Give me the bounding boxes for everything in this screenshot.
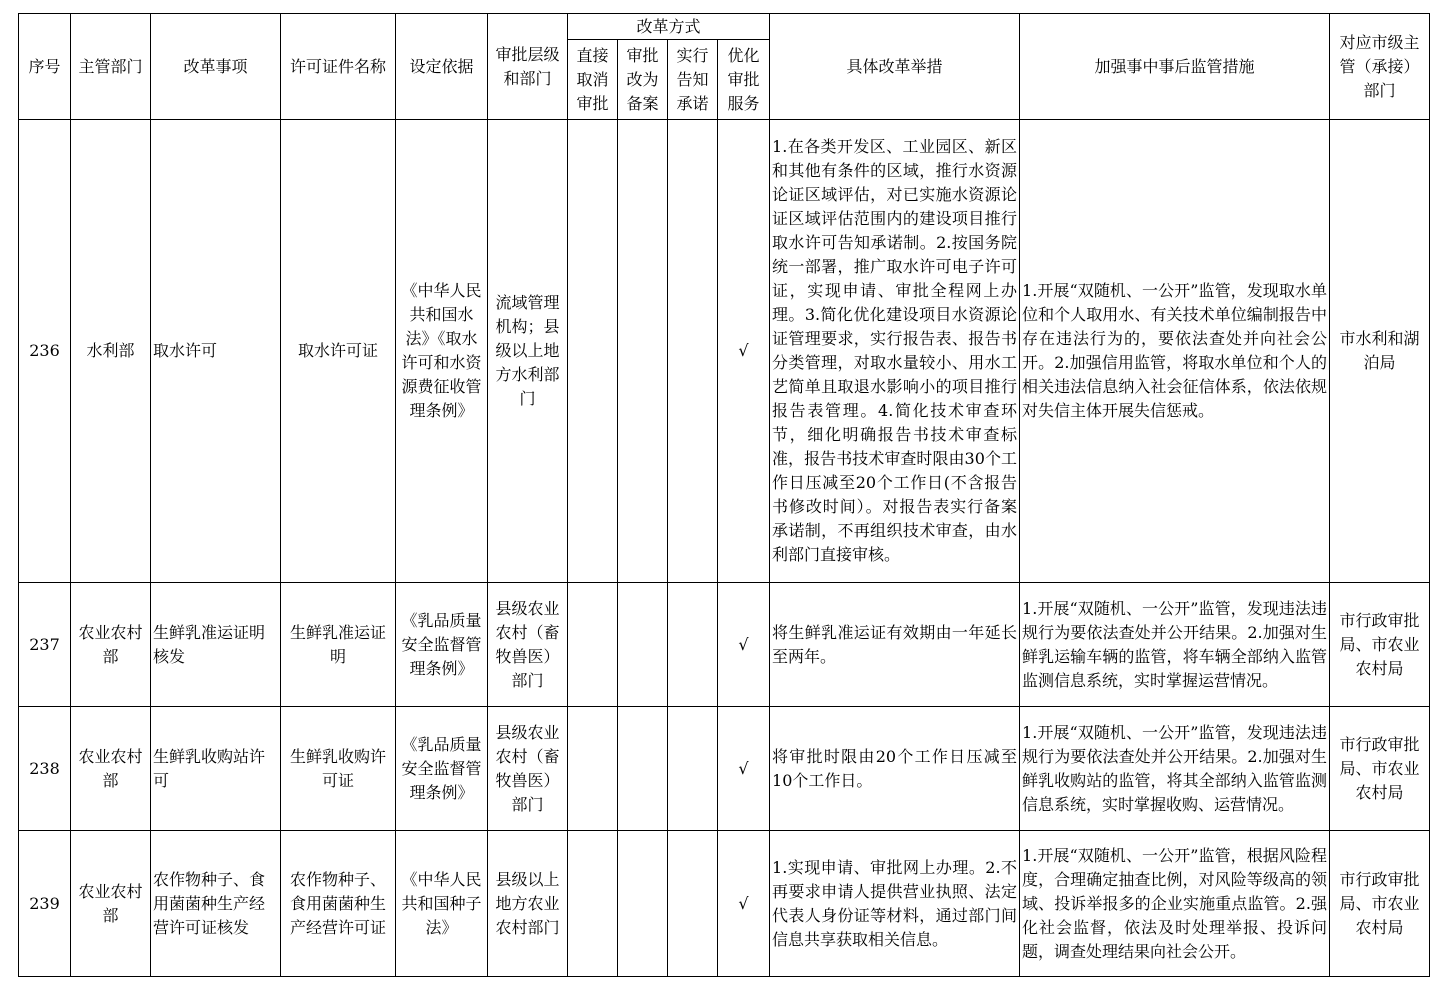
cell-level: 县级农业农村（畜牧兽医）部门 <box>488 707 568 831</box>
cell-seq: 238 <box>19 707 71 831</box>
cell-filing <box>618 707 668 831</box>
header-basis: 设定依据 <box>396 14 488 120</box>
cell-item: 生鲜乳准运证明核发 <box>151 583 281 707</box>
cell-basis: 《中华人民共和国水法》《取水许可和水资源费征收管理条例》 <box>396 120 488 583</box>
cell-optimize-check: √ <box>718 120 770 583</box>
cell-city-dept: 市行政审批局、市农业农村局 <box>1330 707 1430 831</box>
cell-license: 农作物种子、食用菌菌种生产经营许可证 <box>281 831 396 977</box>
header-mode-filing: 审批改为备案 <box>618 40 668 120</box>
cell-cancel <box>568 831 618 977</box>
header-dept: 主管部门 <box>71 14 151 120</box>
cell-seq: 239 <box>19 831 71 977</box>
cell-measures: 将生鲜乳准运证有效期由一年延长至两年。 <box>770 583 1020 707</box>
header-city-dept: 对应市级主管（承接）部门 <box>1330 14 1430 120</box>
cell-cancel <box>568 707 618 831</box>
cell-license: 取水许可证 <box>281 120 396 583</box>
cell-level: 县级农业农村（畜牧兽医）部门 <box>488 583 568 707</box>
cell-supervision: 1.开展“双随机、一公开”监管，发现违法违规行为要依法查处并公开结果。2.加强对生鲜乳运输车辆的监管，将车辆全部纳入监管监测信息系统，实时掌握运营情况。 <box>1020 583 1330 707</box>
header-supervision: 加强事中事后监管措施 <box>1020 14 1330 120</box>
cell-level: 县级以上地方农业农村部门 <box>488 831 568 977</box>
cell-level: 流域管理机构；县级以上地方水利部门 <box>488 120 568 583</box>
cell-dept: 农业农村部 <box>71 831 151 977</box>
cell-dept: 农业农村部 <box>71 707 151 831</box>
cell-seq: 236 <box>19 120 71 583</box>
header-measures: 具体改革举措 <box>770 14 1020 120</box>
table-row <box>19 120 1430 583</box>
table-row <box>19 707 1430 831</box>
cell-city-dept: 市行政审批局、市农业农村局 <box>1330 583 1430 707</box>
cell-supervision: 1.开展“双随机、一公开”监管，发现取水单位和个人取用水、有关技术单位编制报告中存在违法行为的，要依法查处并向社会公开。2.加强信用监管，将取水单位和个人的相关违法信息纳入社会征信体系，依法依规对失信主体开展失信惩戒。 <box>1020 120 1330 583</box>
cell-city-dept: 市水利和湖泊局 <box>1330 120 1430 583</box>
header-mode-cancel: 直接取消审批 <box>568 40 618 120</box>
header-mode-notify: 实行告知承诺 <box>668 40 718 120</box>
cell-basis: 《中华人民共和国种子法》 <box>396 831 488 977</box>
header-seq: 序号 <box>19 14 71 120</box>
cell-notify <box>668 120 718 583</box>
cell-cancel <box>568 583 618 707</box>
cell-notify <box>668 831 718 977</box>
cell-notify <box>668 583 718 707</box>
cell-measures: 1.在各类开发区、工业园区、新区和其他有条件的区域，推行水资源论证区域评估，对已实施水资源论证区域评估范围内的建设项目推行取水许可告知承诺制。2.按国务院统一部署，推广取水许可电子许可证，实现申请、审批全程网上办理。3.简化优化建设项目水资源论证管理要求，实行报告表、报告书分类管理，对取水量较小、用水工艺简单且取退水影响小的项目推行报告表管理。4.简化技术审查环节，细化明确报告书技术审查标准，报告书技术审查时限由30个工作日压减至20个工作日(不含报告书修改时间）。对报告表实行备案承诺制，不再组织技术审查，由水利部门直接审核。 <box>770 120 1020 583</box>
cell-dept: 农业农村部 <box>71 583 151 707</box>
cell-city-dept: 市行政审批局、市农业农村局 <box>1330 831 1430 977</box>
header-license: 许可证件名称 <box>281 14 396 120</box>
cell-basis: 《乳品质量安全监督管理条例》 <box>396 707 488 831</box>
cell-supervision: 1.开展“双随机、一公开”监管，发现违法违规行为要依法查处并公开结果。2.加强对生鲜乳收购站的监管，将其全部纳入监管监测信息系统，实时掌握收购、运营情况。 <box>1020 707 1330 831</box>
header-level: 审批层级和部门 <box>488 14 568 120</box>
reform-table <box>18 13 1430 977</box>
cell-item: 取水许可 <box>151 120 281 583</box>
cell-optimize-check: √ <box>718 583 770 707</box>
cell-seq: 237 <box>19 583 71 707</box>
table-row <box>19 831 1430 977</box>
cell-filing <box>618 120 668 583</box>
cell-measures: 1.实现申请、审批网上办理。2.不再要求申请人提供营业执照、法定代表人身份证等材料，通过部门间信息共享获取相关信息。 <box>770 831 1020 977</box>
cell-item: 生鲜乳收购站许可 <box>151 707 281 831</box>
cell-notify <box>668 707 718 831</box>
document-page <box>18 13 1430 977</box>
header-item: 改革事项 <box>151 14 281 120</box>
header-mode: 改革方式 <box>568 14 770 40</box>
cell-supervision: 1.开展“双随机、一公开”监管，根据风险程度，合理确定抽查比例，对风险等级高的领域、投诉举报多的企业实施重点监管。2.强化社会监督，依法及时处理举报、投诉问题，调查处理结果向社会公开。 <box>1020 831 1330 977</box>
cell-dept: 水利部 <box>71 120 151 583</box>
cell-cancel <box>568 120 618 583</box>
table-row <box>19 583 1430 707</box>
table-body <box>19 120 1430 977</box>
header-mode-optimize: 优化审批服务 <box>718 40 770 120</box>
cell-license: 生鲜乳准运证明 <box>281 583 396 707</box>
cell-optimize-check: √ <box>718 707 770 831</box>
cell-basis: 《乳品质量安全监督管理条例》 <box>396 583 488 707</box>
cell-optimize-check: √ <box>718 831 770 977</box>
cell-filing <box>618 831 668 977</box>
cell-measures: 将审批时限由20个工作日压减至10个工作日。 <box>770 707 1020 831</box>
cell-item: 农作物种子、食用菌菌种生产经营许可证核发 <box>151 831 281 977</box>
cell-license: 生鲜乳收购许可证 <box>281 707 396 831</box>
cell-filing <box>618 583 668 707</box>
table-header <box>19 14 1430 120</box>
